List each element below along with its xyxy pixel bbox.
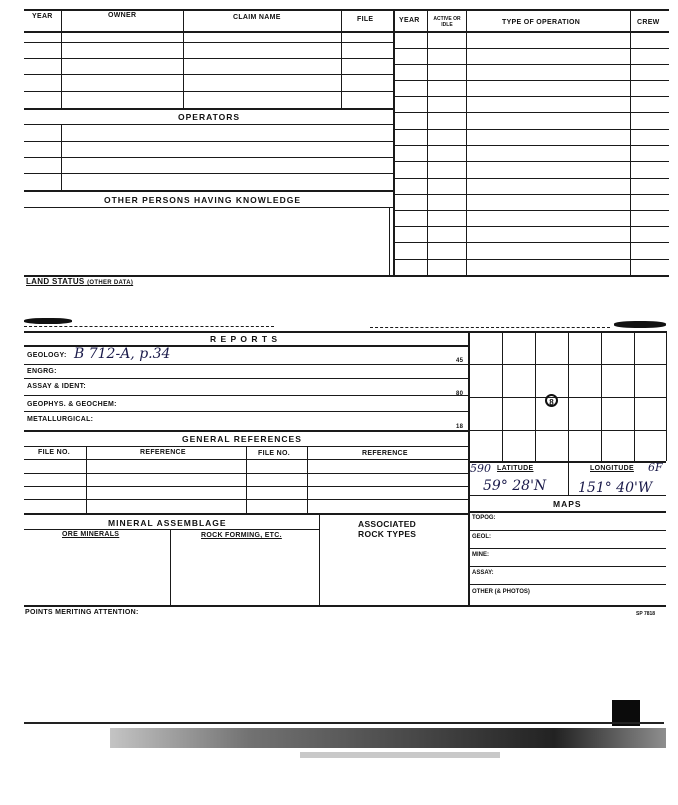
reports-heading: R E P O R T S: [210, 334, 279, 344]
ink-smudge-left: [24, 318, 72, 324]
land-status-label: [26, 277, 133, 286]
land-status-title: LAND STATUS: [26, 277, 85, 286]
scan-artifact-noise: [110, 728, 666, 748]
ref-reference-header-2: REFERENCE: [362, 450, 408, 457]
report-geology-label: GEOLOGY:: [27, 352, 67, 359]
header-claim-name: CLAIM NAME: [233, 14, 281, 21]
longitude-value: 151° 40'W: [578, 480, 653, 496]
maps-heading: MAPS: [553, 499, 582, 509]
report-engrg-label: ENGRG:: [27, 368, 57, 375]
scan-artifact-noise-2: [300, 752, 500, 758]
maps-topog-label: TOPOG:: [472, 515, 496, 521]
report-metallurgical-label: METALLURGICAL:: [27, 416, 94, 423]
report-assay-label: ASSAY & IDENT:: [27, 383, 87, 390]
maps-mine-label: MINE:: [472, 552, 489, 558]
mineral-assemblage-heading: MINERAL ASSEMBLAGE: [108, 518, 227, 528]
report-metallurgical-num: 18: [456, 424, 464, 430]
scan-artifact-band: [24, 722, 664, 724]
maps-assay-label: ASSAY:: [472, 570, 494, 576]
grid-location-marker: [545, 394, 558, 407]
land-status-note: (OTHER DATA): [87, 280, 134, 286]
associated-header: ASSOCIATED: [358, 519, 417, 529]
general-references-heading: GENERAL REFERENCES: [182, 434, 302, 444]
longitude-label: LONGITUDE: [590, 465, 634, 472]
points-meriting-attention: POINTS MERITING ATTENTION:: [25, 609, 139, 616]
report-geophys-label: GEOPHYS. & GEOCHEM:: [27, 401, 117, 408]
ore-minerals-header: ORE MINERALS: [62, 531, 120, 538]
ink-smudge-right: [614, 321, 666, 328]
operators-heading: OPERATORS: [178, 112, 241, 122]
header-year-2: YEAR: [399, 17, 420, 24]
other-persons-heading: OTHER PERSONS HAVING KNOWLEDGE: [104, 195, 302, 205]
header-crew: CREW: [637, 19, 660, 26]
report-geology-value: B 712-A, p.34: [74, 346, 171, 362]
header-type-of-operation: TYPE OF OPERATION: [502, 19, 581, 26]
report-geophys-num: 80: [456, 391, 464, 397]
longitude-suffix: 6F: [648, 461, 663, 474]
ref-file-no-header-1: FILE NO.: [38, 449, 70, 456]
report-geology-num: 45: [456, 358, 464, 364]
ref-reference-header-1: REFERENCE: [140, 449, 186, 456]
grid-marker-label: 8: [549, 398, 554, 407]
maps-other-label: OTHER (& PHOTOS): [472, 589, 530, 595]
form-number: SP 7818: [636, 611, 656, 617]
header-owner: OWNER: [108, 12, 137, 19]
header-file: FILE: [357, 16, 374, 23]
latitude-value: 59° 28'N: [483, 478, 547, 494]
latitude-label: LATITUDE: [497, 465, 534, 472]
header-active-or-idle: ACTIVE OR IDLE: [433, 16, 461, 28]
rock-forming-header: ROCK FORMING, ETC.: [201, 532, 282, 539]
maps-geol-label: GEOL:: [472, 534, 491, 540]
ref-file-no-header-2: FILE NO.: [258, 450, 290, 457]
rock-types-header: ROCK TYPES: [358, 529, 417, 539]
header-year: YEAR: [32, 13, 53, 20]
latitude-prefix: 590: [470, 462, 491, 475]
